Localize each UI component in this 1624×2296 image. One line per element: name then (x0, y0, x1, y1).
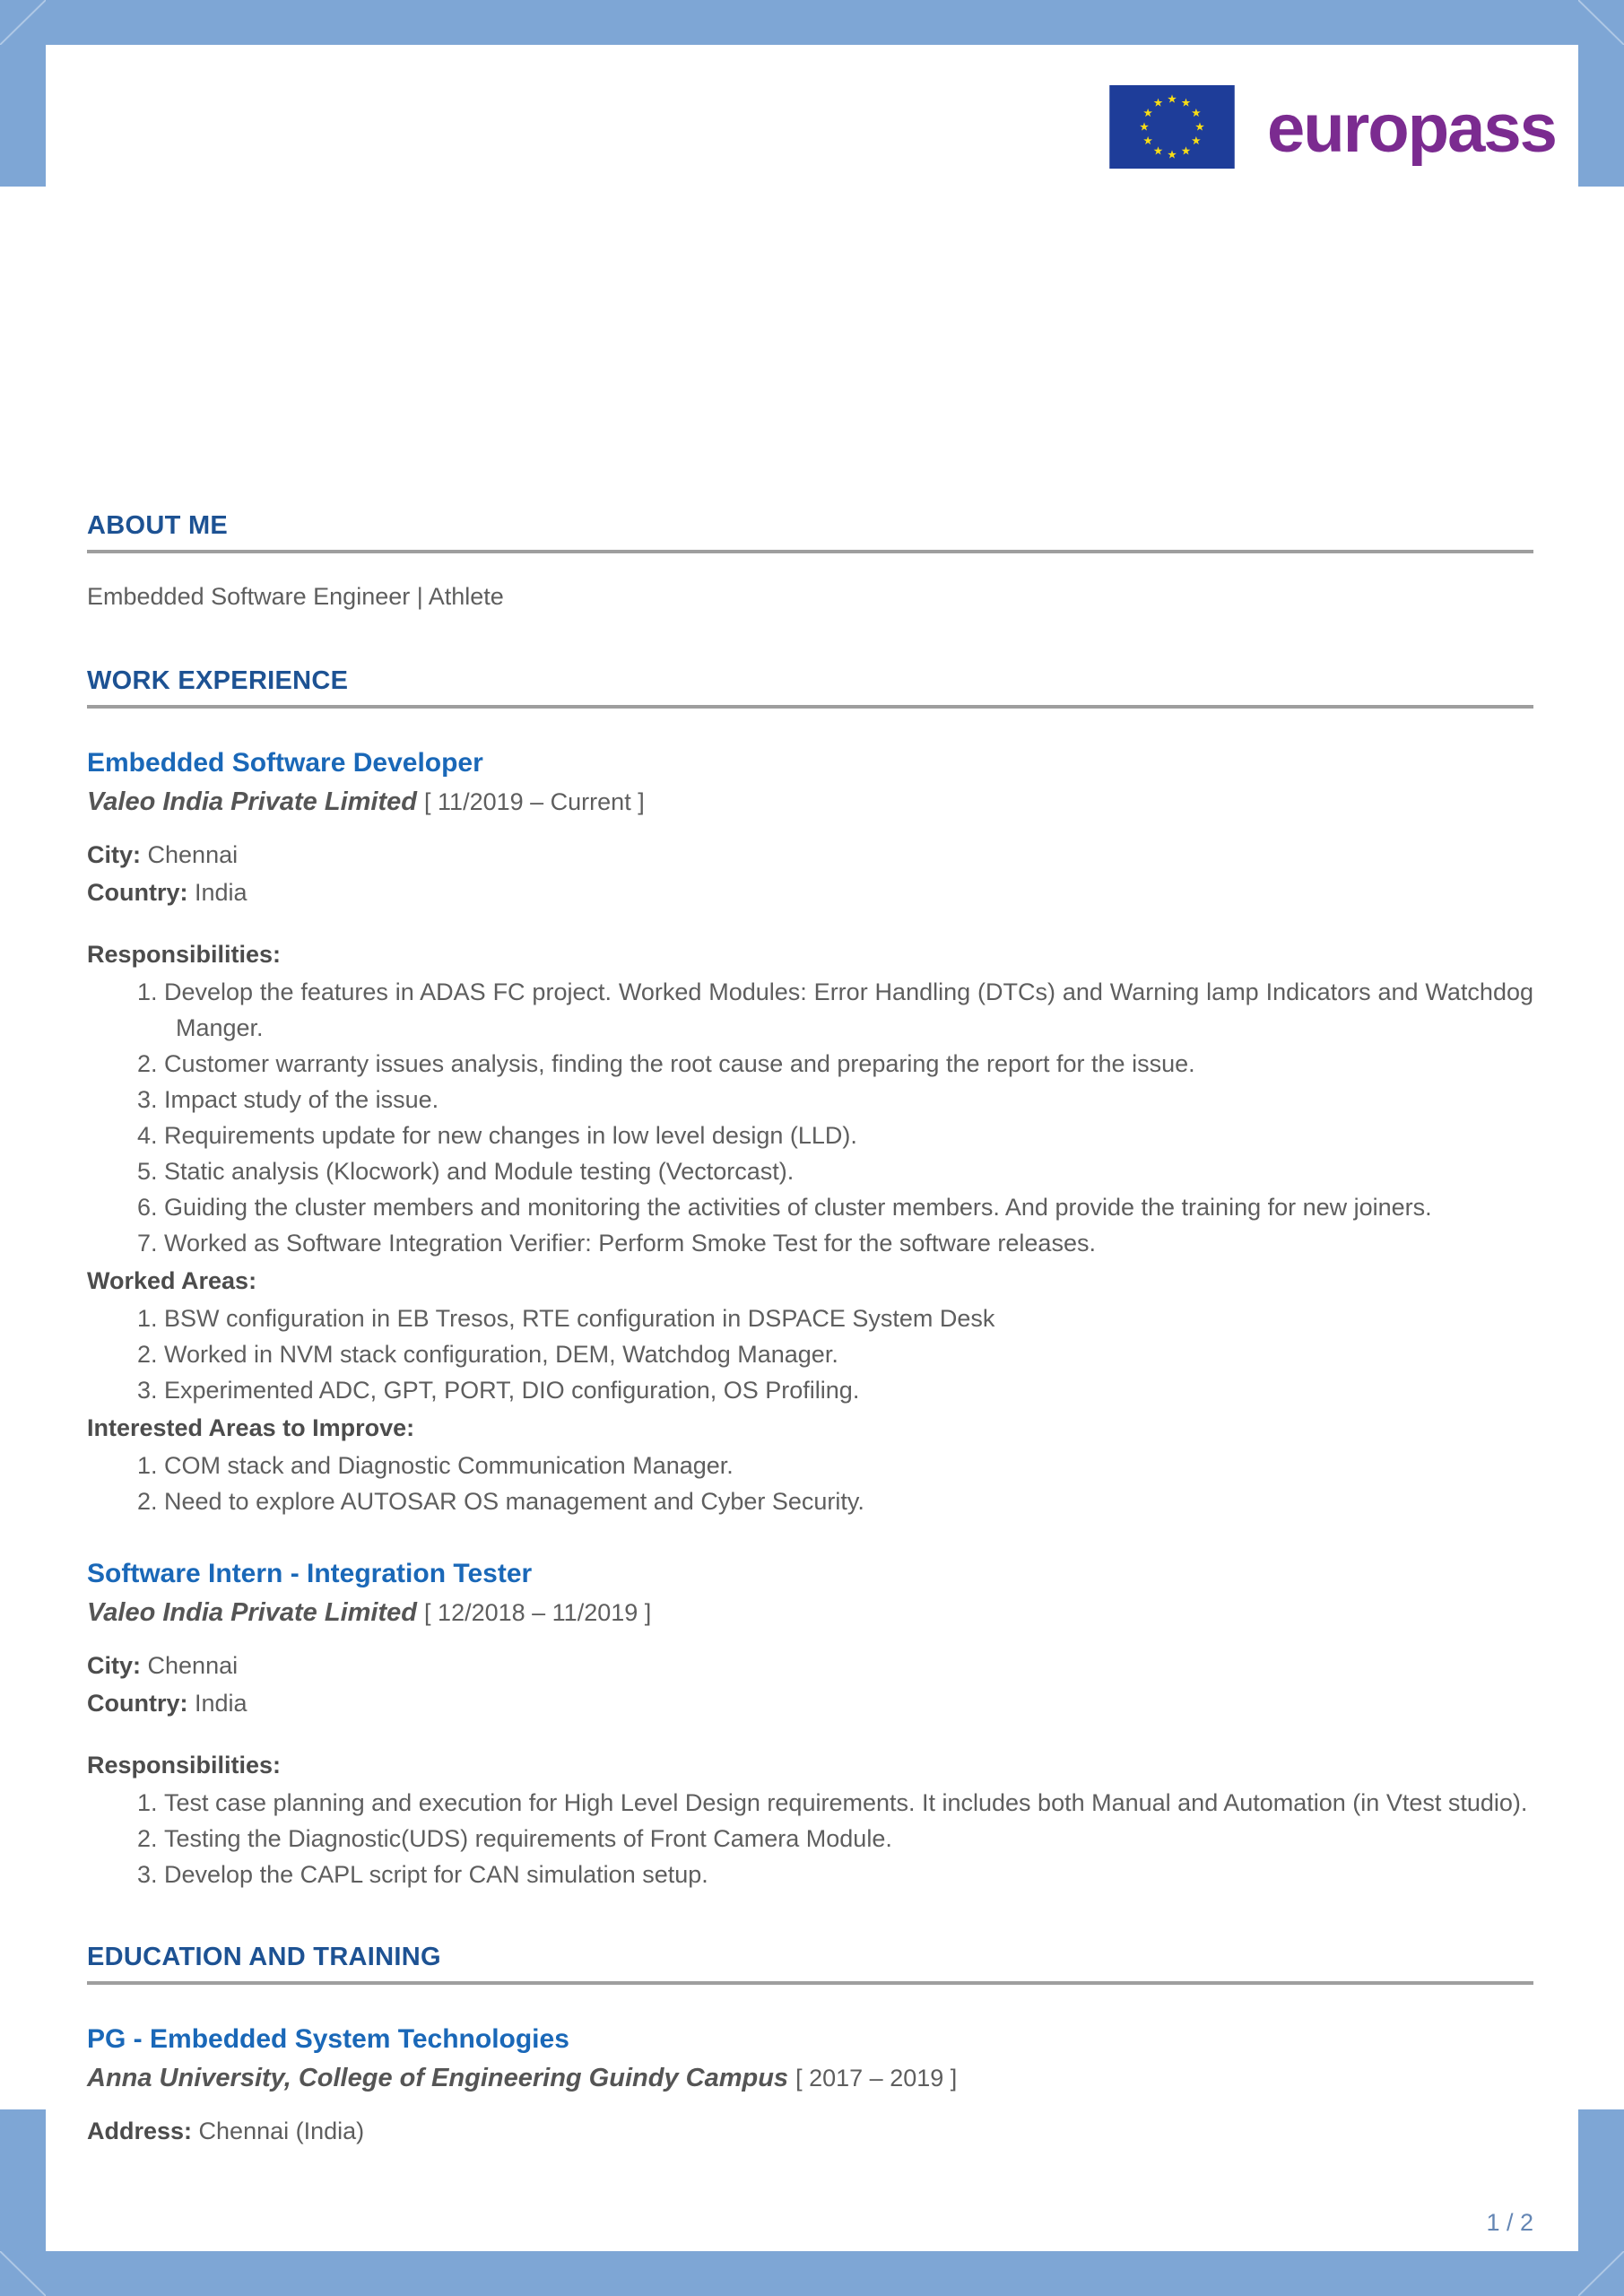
section-work-experience (87, 666, 1533, 1892)
page-border-bottom-right (1578, 2109, 1624, 2296)
page-border-bottom-left (0, 2109, 46, 2296)
list-item: 2. Need to explore AUTOSAR OS management and Cyber Security. (164, 1483, 1533, 1519)
list-item: 2. Testing the Diagnostic(UDS) requirements of Front Camera Module. (164, 1821, 1533, 1857)
country-label: Country: (87, 1690, 188, 1717)
list-item: 1. COM stack and Diagnostic Communication Manager. (164, 1448, 1533, 1483)
list-item: 3. Experimented ADC, GPT, PORT, DIO configuration, OS Profiling. (164, 1372, 1533, 1408)
list-item: 3. Impact study of the issue. (164, 1082, 1533, 1118)
country-label: Country: (87, 879, 188, 906)
section-education (87, 1943, 1533, 2150)
city-value: Chennai (147, 841, 239, 868)
address-label: Address: (87, 2118, 193, 2144)
section-about (87, 511, 1533, 616)
job-title: Embedded Software Developer (87, 748, 483, 778)
page-border-top-left (0, 0, 46, 187)
page-border-top-right (1578, 0, 1624, 187)
education-heading: EDUCATION AND TRAINING (87, 1943, 1533, 1985)
education-entry (87, 2024, 1533, 2150)
institution-line (87, 2060, 1533, 2096)
list-item: 1. Test case planning and execution for High Level Design requirements. It includes both Manual and Automation (in Vtest studio). (164, 1785, 1533, 1821)
address-line (87, 2112, 1533, 2150)
responsibilities-list (87, 1785, 1533, 1892)
city-label: City: (87, 1652, 141, 1679)
country-value: India (195, 879, 248, 906)
interested-areas-label: Interested Areas to Improve: (87, 1414, 415, 1441)
list-item: 3. Develop the CAPL script for CAN simulation setup. (164, 1857, 1533, 1892)
city-value: Chennai (147, 1652, 239, 1679)
employment-period: [ 12/2018 – 11/2019 ] (424, 1599, 652, 1626)
company-name: Valeo India Private Limited (87, 1598, 417, 1627)
list-item: 2. Worked in NVM stack configuration, DEM, Watchdog Manager. (164, 1336, 1533, 1372)
worked-areas-label: Worked Areas: (87, 1267, 257, 1294)
interested-areas-list (87, 1448, 1533, 1519)
page-border-bottom (0, 2251, 1624, 2296)
institution-name: Anna University, College of Engineering Guindy Campus (87, 2064, 789, 2092)
list-item: 7. Worked as Software Integration Verifier: Perform Smoke Test for the software releases. (164, 1225, 1533, 1261)
country-value: India (195, 1690, 248, 1717)
worked-areas-list (87, 1300, 1533, 1408)
company-name: Valeo India Private Limited (87, 787, 417, 816)
company-line (87, 1595, 1533, 1631)
degree-title: PG - Embedded System Technologies (87, 2024, 569, 2054)
address-value: Chennai (India) (198, 2118, 365, 2144)
list-item: 5. Static analysis (Klocwork) and Module testing (Vectorcast). (164, 1153, 1533, 1189)
list-item: 6. Guiding the cluster members and monitoring the activities of cluster members. And provide the training for new joiners. (164, 1189, 1533, 1225)
employment-period: [ 11/2019 – Current ] (424, 788, 645, 815)
cv-content (87, 0, 1533, 2150)
about-text: Embedded Software Engineer | Athlete (87, 583, 504, 610)
country-line (87, 874, 1533, 911)
work-experience-heading: WORK EXPERIENCE (87, 666, 1533, 709)
responsibilities-list (87, 974, 1533, 1261)
country-line (87, 1684, 1533, 1722)
list-item: 2. Customer warranty issues analysis, finding the root cause and preparing the report for the issue. (164, 1046, 1533, 1082)
job-title: Software Intern - Integration Tester (87, 1559, 533, 1588)
city-line (87, 1647, 1533, 1684)
list-item: 4. Requirements update for new changes in low level design (LLD). (164, 1118, 1533, 1153)
list-item: 1. BSW configuration in EB Tresos, RTE configuration in DSPACE System Desk (164, 1300, 1533, 1336)
job-entry (87, 1559, 1533, 1892)
city-label: City: (87, 841, 141, 868)
responsibilities-label: Responsibilities: (87, 1752, 282, 1779)
about-heading: ABOUT ME (87, 511, 1533, 553)
city-line (87, 836, 1533, 874)
europass-wordmark: europass (1267, 90, 1556, 167)
company-line (87, 784, 1533, 820)
responsibilities-label: Responsibilities: (87, 941, 282, 968)
education-period: [ 2017 – 2019 ] (795, 2065, 958, 2092)
page-number: 1 / 2 (1486, 2209, 1533, 2236)
job-entry (87, 748, 1533, 1519)
list-item: 1. Develop the features in ADAS FC project. Worked Modules: Error Handling (DTCs) and Warning lamp Indicators and Watchdog Manger. (164, 974, 1533, 1046)
